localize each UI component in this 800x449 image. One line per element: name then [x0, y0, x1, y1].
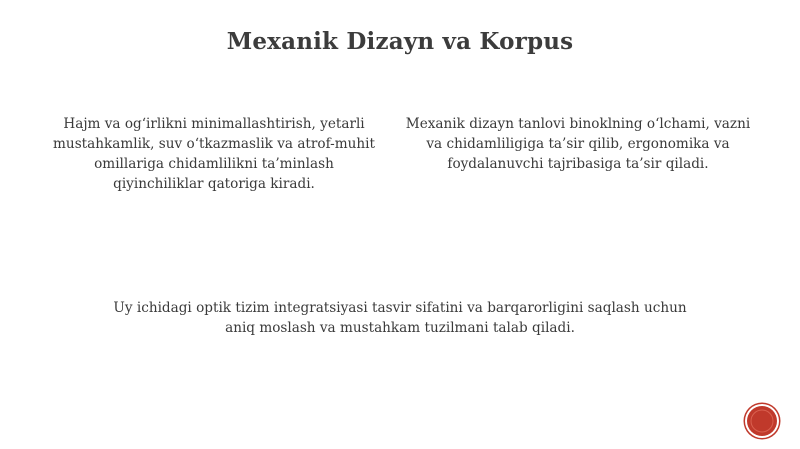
right-text-block: Mexanik dizayn tanlovi binoklning o‘lchami, vazni va chidamliligiga ta’sir qilib, ergonomika va foydalanuvchi tajribasiga ta’sir qiladi. — [405, 116, 751, 172]
slide-title: Mexanik Dizayn va Korpus — [226, 28, 574, 55]
bottom-text-block: Uy ichidagi optik tizim integratsiyasi tasvir sifatini va barqarorligini saqlash uchun aniq moslash va mustahkam tuzilmani talab qiladi. — [113, 300, 687, 336]
circle-nav-icon — [747, 406, 777, 436]
next-slide-button[interactable] — [747, 406, 777, 436]
left-text-block: Hajm va og‘irlikni minimallashtirish, yetarli mustahkamlik, suv o‘tkazmaslik va atrof-muhit omillariga chidamlilikni ta’minlash qiyinchiliklar qatoriga kiradi. — [53, 116, 375, 192]
